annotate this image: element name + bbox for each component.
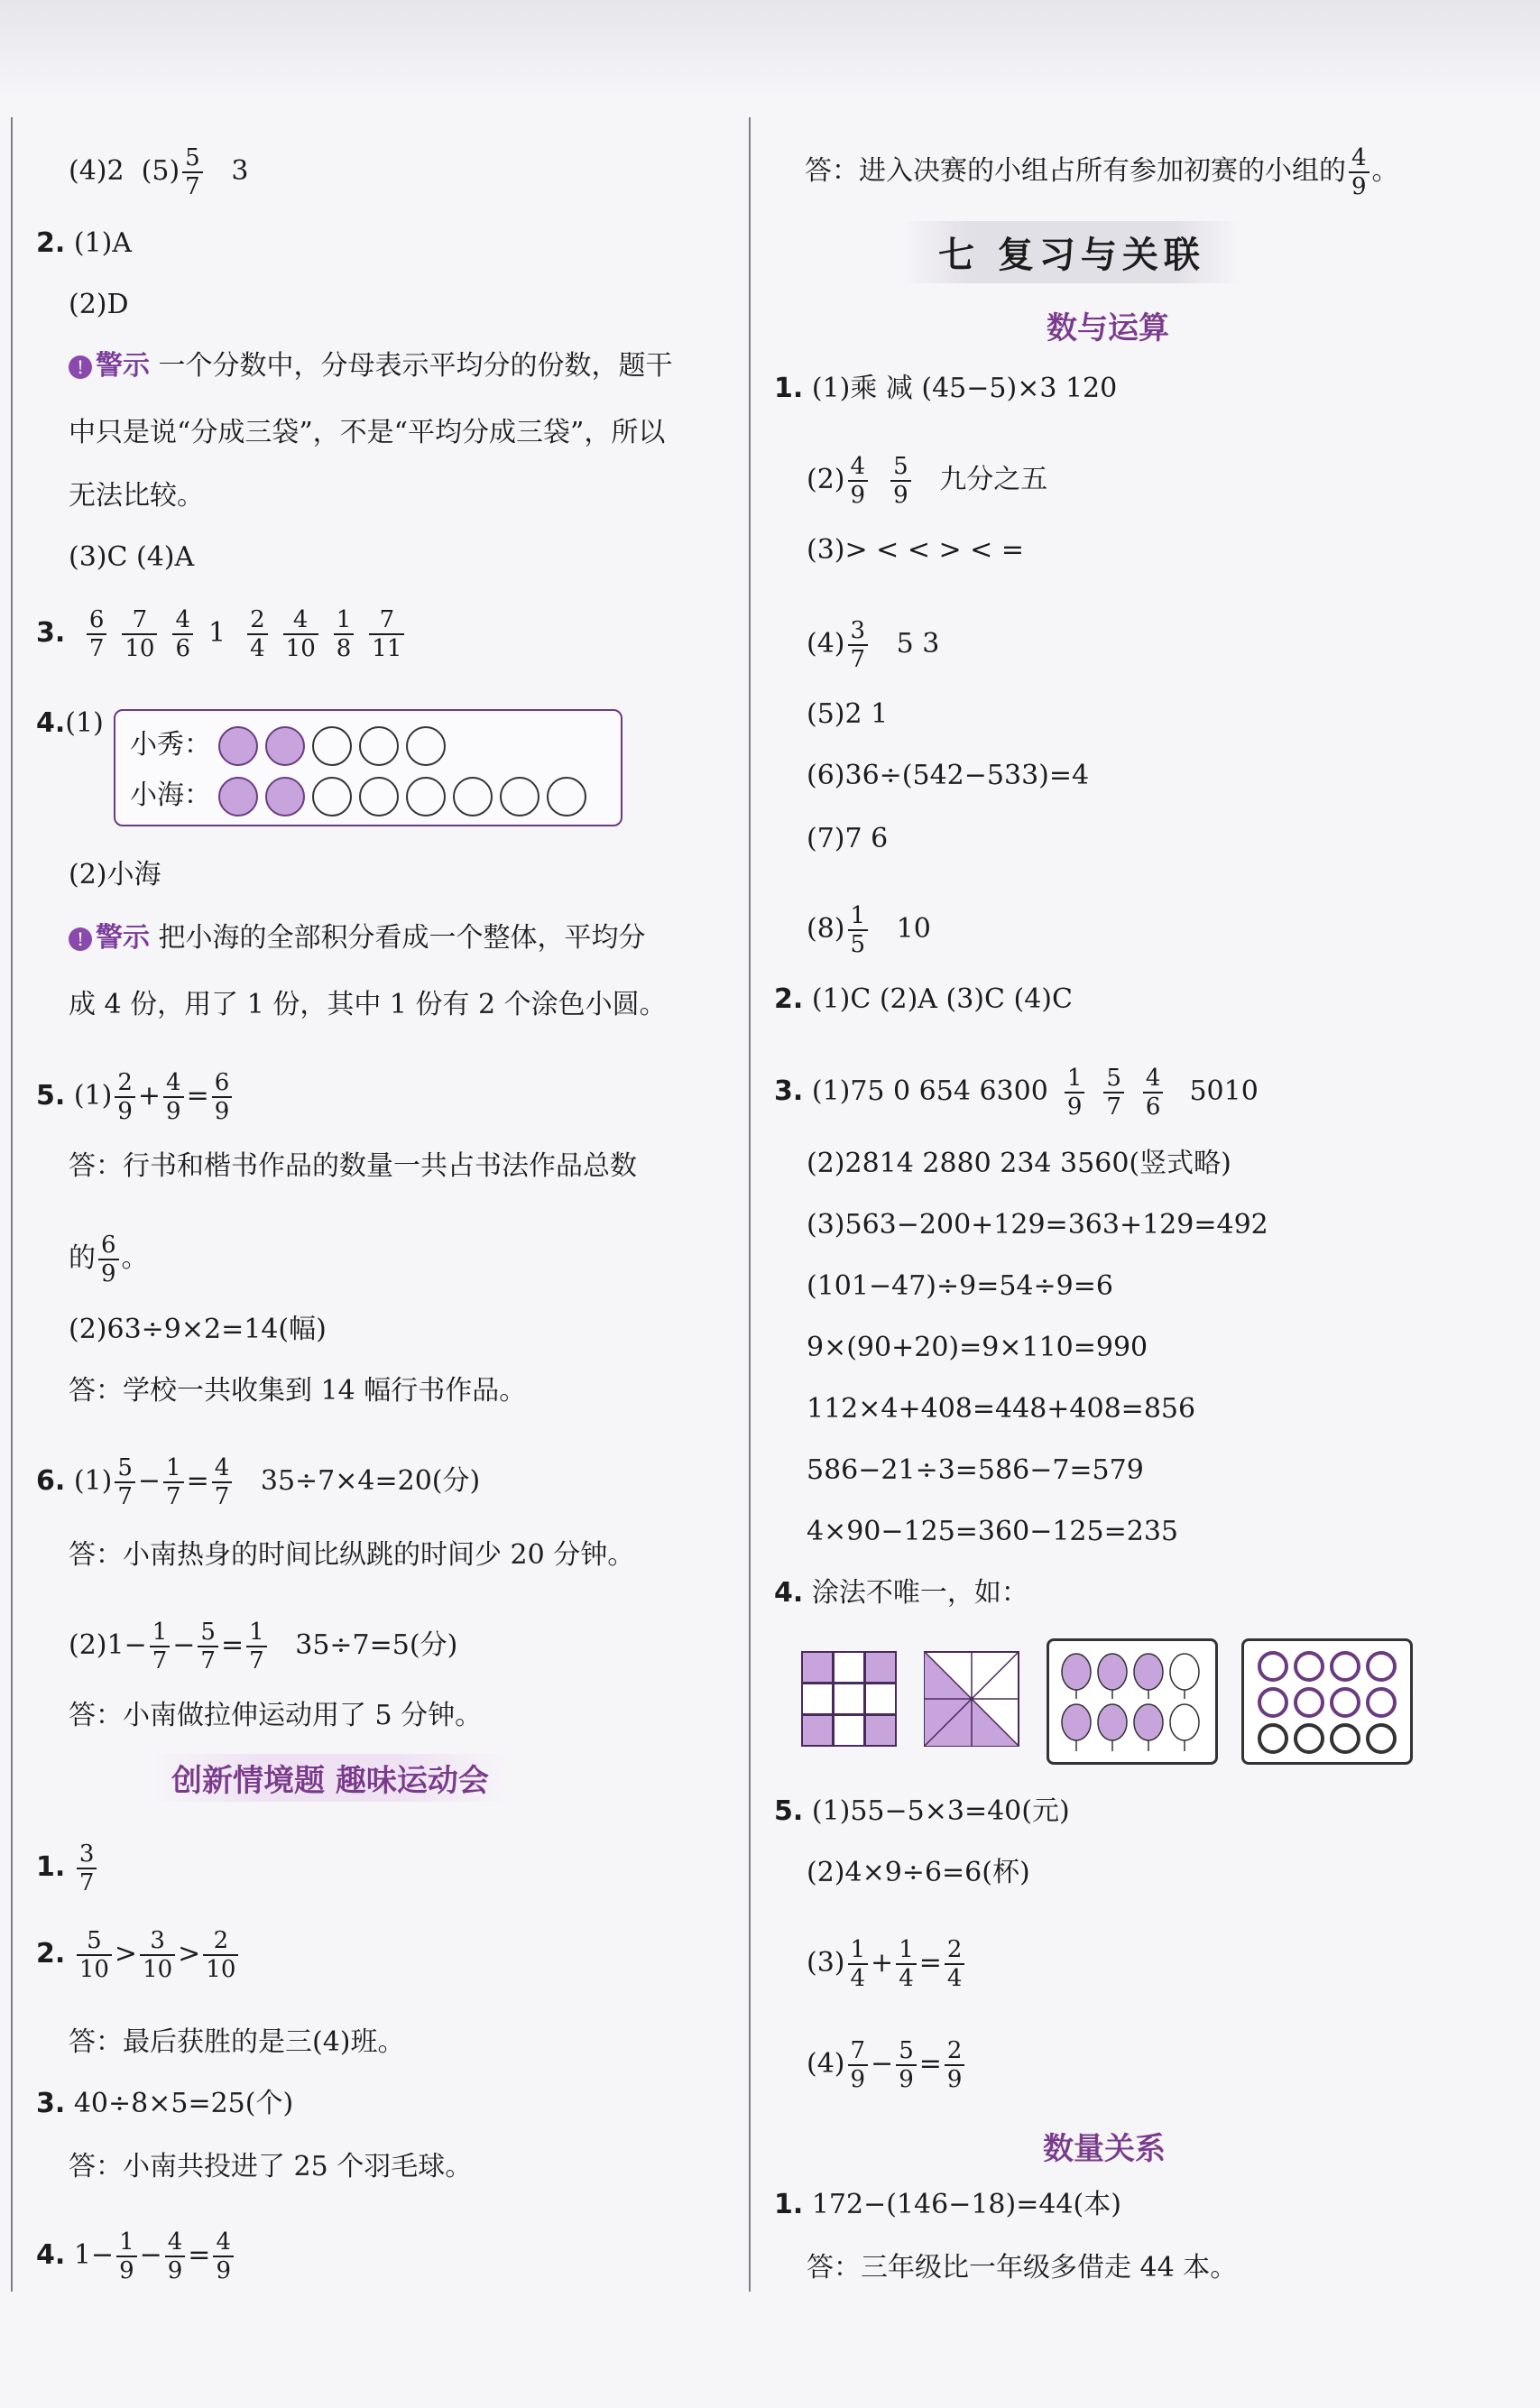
answer-text: 答：小南热身的时间比纵跳的时间少 20 分钟。 <box>69 1539 635 1571</box>
section-heading-scenario: 创新情境题 趣味运动会 <box>153 1754 507 1802</box>
question-6-part-2: (2)1− $\frac{1}{7}$ − $\frac{5}{7}$ = $\frac{1}{7}$ 35÷7=5(分) <box>69 1619 458 1675</box>
square-sectors-figure <box>924 1651 1019 1747</box>
review-q1-2: (2) $\frac{4}{9}$ $\frac{5}{9}$ 九分之五 <box>807 453 1048 509</box>
answer-text: 答：三年级比一年级多借走 44 本。 <box>807 2252 1238 2283</box>
number-value: 5010 <box>1189 1075 1259 1107</box>
scenario-q2: 2. $\frac{5}{10}$ > $\frac{3}{10}$ > $\frac{2}{10}$ <box>36 1927 241 1983</box>
review-q5-1: 5. (1)55−5×3=40(元) <box>774 1795 1070 1827</box>
empty-circle <box>453 777 493 817</box>
empty-circle <box>406 726 446 766</box>
review-q5-3: (3) $\frac{1}{4}$ + $\frac{1}{4}$ = $\frac{2}{4}$ <box>807 1936 967 1992</box>
empty-circle <box>547 777 586 817</box>
review-q3-2: (2)2814 2880 234 3560(竖式略) <box>807 1148 1231 1179</box>
fraction: $\frac{5}{7}$ <box>1103 1065 1124 1121</box>
review-q1-1: 1. (1)乘 减 (45−5)×3 120 <box>774 373 1118 404</box>
filled-circle <box>265 726 305 766</box>
fraction: $\frac{4}{10}$ <box>283 606 318 662</box>
filled-circle <box>218 777 258 817</box>
review-q1-7: (7)7 6 <box>807 823 889 854</box>
cross-shape-figure <box>801 1651 897 1747</box>
chapter-title: 七 复习与关联 <box>902 221 1241 283</box>
review-q2: 2. (1)C (2)A (3)C (4)C <box>774 983 1073 1015</box>
warning-icon: ! <box>69 927 92 951</box>
review-q5-2: (2)4×9÷6=6(杯) <box>807 1857 1030 1888</box>
warning-note-1-line2: 中只是说“分成三袋”，不是“平均分成三袋”，所以 <box>69 417 666 448</box>
empty-circle <box>359 726 399 766</box>
filled-circle <box>265 777 305 817</box>
question-5-part-2: (2)63÷9×2=14(幅) <box>69 1314 327 1345</box>
balloons-icon <box>1049 1641 1215 1762</box>
warning-note-1: ! 警示 一个分数中，分母表示平均分的份数，题干 <box>69 350 673 383</box>
section-heading-quantity-relations: 数量关系 <box>1043 2131 1166 2167</box>
empty-circle <box>500 777 539 817</box>
empty-circle <box>406 777 446 817</box>
whole-number: 1 <box>208 617 226 649</box>
answer-text: 答：小南做拉伸运动用了 5 分钟。 <box>69 1700 483 1731</box>
review-q4: 4. 涂法不唯一，如： <box>774 1577 1028 1609</box>
fraction: $\frac{4}{6}$ <box>1143 1065 1164 1121</box>
answer-text-cont: 的 $\frac{6}{9}$ 。 <box>69 1232 149 1287</box>
warning-note-2-line2: 成 4 份，用了 1 份，其中 1 份有 2 个涂色小圆。 <box>69 989 667 1020</box>
left-column <box>0 0 751 2408</box>
review-q1-4: (4) $\frac{3}{7}$ 5 3 <box>807 617 940 673</box>
answer-text: 答：行书和楷书作品的数量一共占书法作品总数 <box>69 1150 637 1182</box>
question-3: 3. $\frac{6}{7}$ $\frac{7}{10}$ $\frac{4}{6}$ 1 $\frac{2}{4}$ $\frac{4}{10}$ $\frac{1}{8}$ $\frac{7}{11}$ <box>36 606 407 662</box>
warning-icon: ! <box>69 355 92 379</box>
question-5: 5. (1) $\frac{2}{9}$ + $\frac{4}{9}$ = $\frac{6}{9}$ <box>36 1069 235 1125</box>
answer-text: 答：最后获胜的是三(4)班。 <box>69 2026 405 2058</box>
answer-text: 答：进入决赛的小组占所有参加初赛的小组的 $\frac{4}{9}$ 。 <box>805 144 1399 200</box>
fraction: $\frac{6}{7}$ <box>87 606 107 662</box>
question-4-part-2: (2)小海 <box>69 859 161 890</box>
scenario-q3: 3. 40÷8×5=25(个) <box>36 2088 294 2119</box>
section-heading-number-operations: 数与运算 <box>1047 310 1169 346</box>
question-4: 4.(1) <box>36 707 104 739</box>
fraction: $\frac{7}{10}$ <box>122 606 157 662</box>
review-q1-8: (8) $\frac{1}{5}$ 10 <box>807 902 931 958</box>
fraction: $\frac{1}{9}$ <box>1065 1065 1085 1121</box>
question-2-part-2: (2)D <box>69 289 129 320</box>
empty-circle <box>359 777 399 817</box>
scenario-q4: 4. 1− $\frac{1}{9}$ − $\frac{4}{9}$ = $\frac{4}{9}$ <box>36 2228 236 2284</box>
review-q3-4: (101−47)÷9=54÷9=6 <box>807 1270 1113 1302</box>
warning-note-1-line3: 无法比较。 <box>69 480 204 512</box>
question-2-part-3: (3)C (4)A <box>69 541 195 573</box>
score-diagram <box>114 709 622 826</box>
scenario-q1: 1. $\frac{3}{7}$ <box>36 1841 99 1896</box>
review-q1-5: (5)2 1 <box>807 698 889 730</box>
balloons-figure <box>1047 1638 1218 1765</box>
answer-text: 答：小南共投进了 25 个羽毛球。 <box>69 2151 473 2182</box>
review-q3-7: 586−21÷3=586−7=579 <box>807 1454 1144 1486</box>
empty-circle <box>312 777 352 817</box>
answer-text: 答：学校一共收集到 14 幅行书作品。 <box>69 1375 527 1407</box>
review-q3-5: 9×(90+20)=9×110=990 <box>807 1332 1148 1363</box>
xiuxiu-score-row: 小秀： <box>130 722 446 766</box>
empty-circle <box>312 726 352 766</box>
circles-icon <box>1244 1641 1410 1762</box>
review-q3-1: 3. (1)75 0 654 6300 $\frac{1}{9}$ $\frac{5}{7}$ $\frac{4}{6}$ 5010 <box>774 1065 1259 1121</box>
review-q1-6: (6)36÷(542−533)=4 <box>807 760 1090 791</box>
review-q5-4: (4) $\frac{7}{9}$ − $\frac{5}{9}$ = $\frac{2}{9}$ <box>807 2037 967 2093</box>
fraction: $\frac{7}{11}$ <box>369 606 404 662</box>
review-q3-3: (3)563−200+129=363+129=492 <box>807 1209 1268 1241</box>
xiaohai-score-row: 小海： <box>130 772 586 817</box>
fraction: $\frac{5}{7}$ <box>182 144 203 200</box>
fraction: $\frac{1}{8}$ <box>334 606 355 662</box>
review-q3-8: 4×90−125=360−125=235 <box>807 1516 1178 1547</box>
fraction: $\frac{4}{6}$ <box>172 606 193 662</box>
circles-figure <box>1241 1638 1413 1765</box>
question-2-part-1: 2. (1)A <box>36 227 132 259</box>
warning-note-2: ! 警示 把小海的全部积分看成一个整体，平均分 <box>69 922 646 955</box>
question-6: 6. (1) $\frac{5}{7}$ − $\frac{1}{7}$ = $\frac{4}{7}$ 35÷7×4=20(分) <box>36 1454 481 1510</box>
relation-q1: 1. 172−(146−18)=44(本) <box>774 2189 1121 2220</box>
review-q3-6: 112×4+408=448+408=856 <box>807 1393 1196 1425</box>
fraction: $\frac{2}{4}$ <box>247 606 268 662</box>
filled-circle <box>218 726 258 766</box>
answer-line: (4)2 (5) $\frac{5}{7}$ 3 <box>69 144 249 200</box>
review-q1-3: (3)> < < > < = <box>807 534 1024 566</box>
